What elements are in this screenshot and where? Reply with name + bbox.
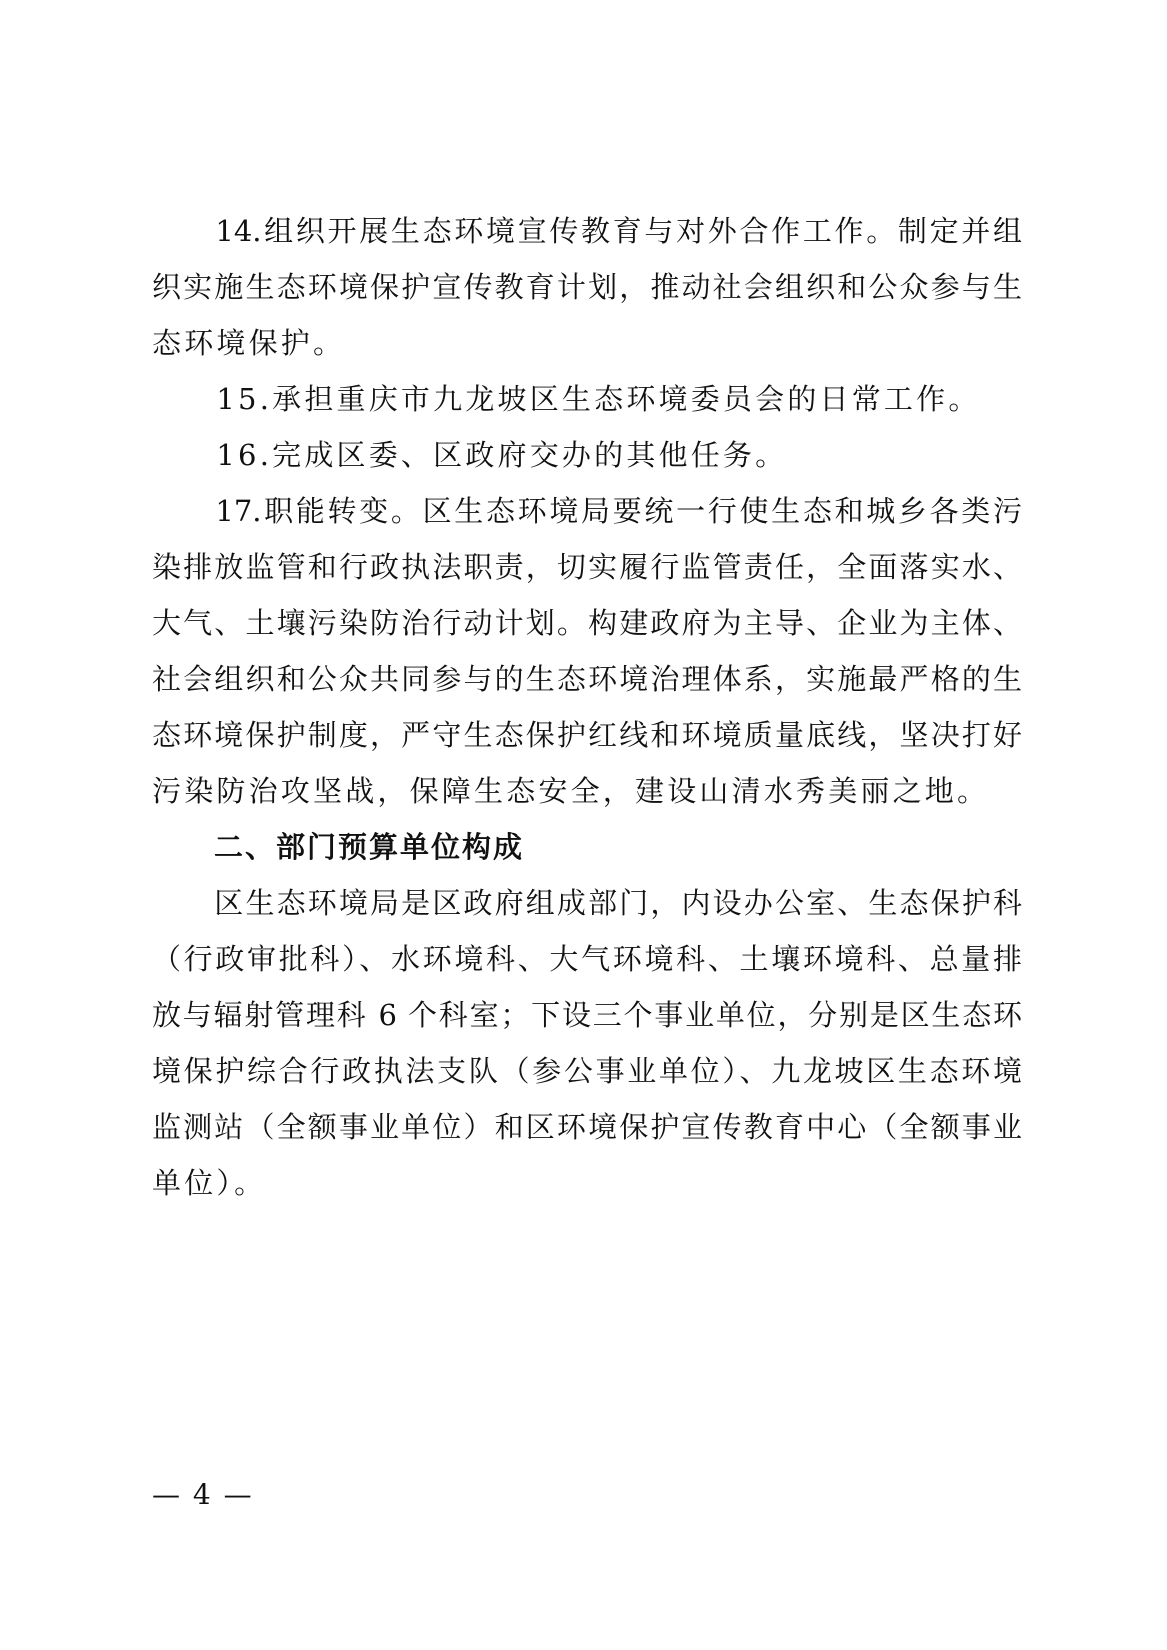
paragraph-17-line-5: 态环境保护制度，严守生态保护红线和环境质量底线，坚决打好 (152, 718, 1022, 752)
section-body-line-2: （行政审批科）、水环境科、大气环境科、土壤环境科、总量排 (152, 942, 1022, 976)
paragraph-17-line-1: 17.职能转变。区生态环境局要统一行使生态和城乡各类污 (152, 494, 1022, 528)
section-body-line-3: 放与辐射管理科 6 个科室；下设三个事业单位，分别是区生态环 (152, 998, 1022, 1032)
paragraph-16: 16.完成区委、区政府交办的其他任务。 (152, 438, 788, 472)
paragraph-14-line-3: 态环境保护。 (152, 326, 346, 360)
section-heading: 二、部门预算单位构成 (152, 830, 525, 864)
paragraph-15: 15.承担重庆市九龙坡区生态环境委员会的日常工作。 (152, 382, 981, 416)
paragraph-14-line-1: 14.组织开展生态环境宣传教育与对外合作工作。制定并组 (152, 214, 1022, 248)
page-number: — 4 — (152, 1478, 254, 1511)
paragraph-17-line-2: 染排放监管和行政执法职责，切实履行监管责任，全面落实水、 (152, 550, 1022, 584)
section-body-line-1: 区生态环境局是区政府组成部门，内设办公室、生态保护科 (152, 886, 1022, 920)
paragraph-17-line-3: 大气、土壤污染防治行动计划。构建政府为主导、企业为主体、 (152, 606, 1022, 640)
paragraph-17-line-4: 社会组织和公众共同参与的生态环境治理体系，实施最严格的生 (152, 662, 1022, 696)
paragraph-17-line-6: 污染防治攻坚战，保障生态安全，建设山清水秀美丽之地。 (152, 774, 990, 808)
section-body-line-5: 监测站（全额事业单位）和区环境保护宣传教育中心（全额事业 (152, 1110, 1022, 1144)
section-body-line-6: 单位）。 (152, 1166, 267, 1200)
section-body-line-4: 境保护综合行政执法支队（参公事业单位）、九龙坡区生态环境 (152, 1054, 1022, 1088)
paragraph-14-line-2: 织实施生态环境保护宣传教育计划，推动社会组织和公众参与生 (152, 270, 1022, 304)
